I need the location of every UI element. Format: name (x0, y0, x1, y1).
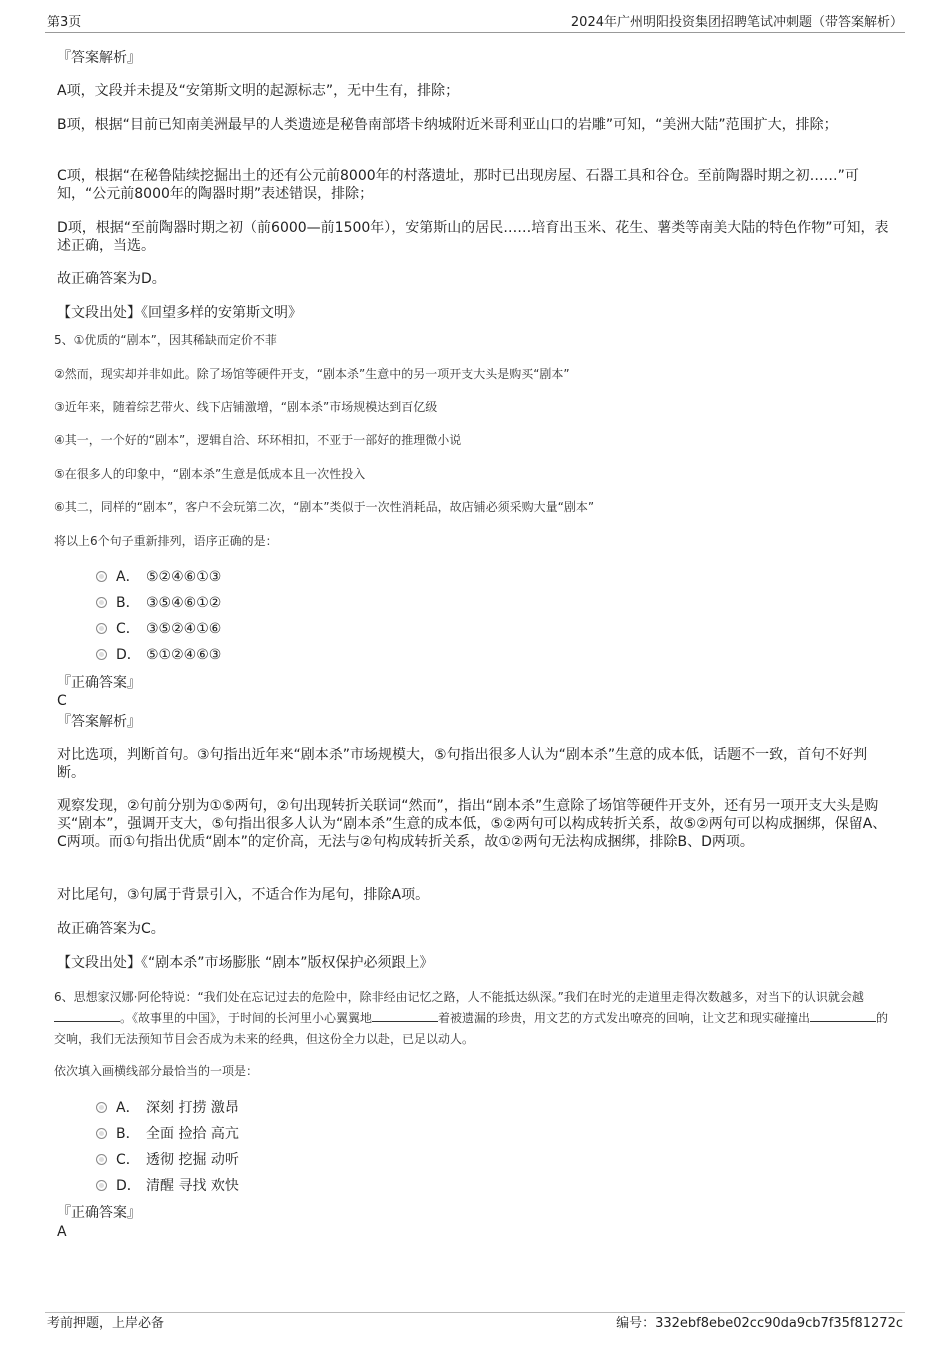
q5-option-c[interactable]: C． ③⑤②④①⑥ (96, 620, 221, 638)
q5-sentence-6: ⑥其二，同样的“剧本”，客户不会玩第二次，“剧本”类似于一次性消耗品，故店铺必须采购大量“剧本” (54, 500, 595, 514)
q5-sentence-1: 5、①优质的“剧本”，因其稀缺而定价不菲 (54, 333, 277, 347)
radio-icon[interactable] (96, 571, 107, 582)
document-title: 2024年广州明阳投资集团招聘笔试冲刺题（带答案解析） (570, 15, 903, 30)
page-number: 第3页 (47, 15, 82, 30)
q5-prompt: 将以上6个句子重新排列，语序正确的是： (54, 534, 278, 548)
radio-icon[interactable] (96, 597, 107, 608)
q4-analysis-d: D项，根据“至前陶器时期之初（前6000—前1500年），安第斯山的居民……培育出玉米、花生、薯类等南美大陆的特色作物”可知，表述正确，当选。 (57, 220, 889, 254)
q5-sentence-4: ④其一，一个好的“剧本”，逻辑自洽、环环相扣，不亚于一部好的推理微小说 (54, 433, 462, 447)
q5-option-a[interactable]: A． ⑤②④⑥①③ (96, 568, 221, 586)
q5-analysis-p3: 对比尾句，③句属于背景引入，不适合作为尾句，排除A项。 (57, 887, 430, 903)
q5-option-d[interactable]: D． ⑤①②④⑥③ (96, 646, 221, 664)
q6-answer-label: 『正确答案』 (57, 1205, 141, 1221)
q5-sentence-5: ⑤在很多人的印象中，“剧本杀”生意是低成本且一次性投入 (54, 467, 366, 481)
blank-2 (372, 1008, 438, 1022)
radio-icon[interactable] (96, 1154, 107, 1165)
q4-analysis-b: B项，根据“目前已知南美洲最早的人类遗迹是秘鲁南部塔卡纳城附近米哥利亚山口的岩雕”可知，“美洲大陆”范围扩大，排除； (57, 117, 838, 133)
page-header (45, 14, 905, 33)
page-footer (45, 1312, 905, 1334)
q5-option-b[interactable]: B． ③⑤④⑥①② (96, 594, 221, 612)
q6-option-c[interactable]: C． 透彻 挖掘 动听 (96, 1151, 239, 1169)
q4-conclusion: 故正确答案为D。 (57, 271, 166, 287)
q5-analysis-p1: 对比选项，判断首句。③句指出近年来“剧本杀”市场规模大，⑤句指出很多人认为“剧本杀”生意的成本低，话题不一致，首句不好判断。 (57, 747, 868, 781)
blank-1 (54, 1008, 120, 1022)
footer-slogan: 考前押题，上岸必备 (47, 1316, 165, 1331)
q6-question: 6、思想家汉娜·阿伦特说：“我们处在忘记过去的危险中，除非经由记忆之路，人不能抵达纵深。”我们在时光的走道里走得次数越多，对当下的认识就会越。《故事里的中国》，于时间的长河里小心翼翼地 着被遗漏的珍贵，用文艺的方式发出嘹亮的回响，让文艺和现实碰撞出 的交响，我们无法预知节目会否成为未来的经典，但这份全力以赴，已足以动人。 (54, 990, 889, 1046)
q5-conclusion: 故正确答案为C。 (57, 921, 165, 937)
q4-source: 【文段出处】《回望多样的安第斯文明》 (57, 305, 302, 321)
q6-prompt: 依次填入画横线部分最恰当的一项是： (54, 1064, 259, 1078)
q5-analysis-p2: 观察发现，②句前分别为①⑤两句，②句出现转折关联词“然而”，指出“剧本杀”生意除了场馆等硬件开支外，还有另一项开支大头是购买“剧本”，强调开支大，⑤句指出很多人认为“剧本杀”生意的成本低，⑤②两句可以构成转折关系，故⑤②两句可以构成捆绑，保留A、C两项。而①句指出优质“剧本”的定价高，无法与②句构成转折关系，故①②两句无法构成捆绑，排除B、D两项。 (57, 798, 887, 850)
document-id: 编号：332ebf8ebe02cc90da9cb7f35f81272c (616, 1316, 903, 1331)
radio-icon[interactable] (96, 649, 107, 660)
radio-icon[interactable] (96, 623, 107, 634)
q5-analysis-label: 『答案解析』 (57, 714, 141, 730)
q5-sentence-2: ②然而，现实却并非如此。除了场馆等硬件开支，“剧本杀”生意中的另一项开支大头是购买“剧本” (54, 367, 570, 381)
q6-answer: A (57, 1224, 67, 1240)
q4-analysis-a: A项，文段并未提及“安第斯文明的起源标志”，无中生有，排除； (57, 83, 460, 99)
q6-option-a[interactable]: A． 深刻 打捞 激昂 (96, 1099, 239, 1117)
q5-sentence-3: ③近年来，随着综艺带火、线下店铺激增，“剧本杀”市场规模达到百亿级 (54, 400, 438, 414)
radio-icon[interactable] (96, 1102, 107, 1113)
blank-3 (810, 1008, 876, 1022)
q4-analysis-label: 『答案解析』 (57, 50, 141, 66)
q6-option-b[interactable]: B． 全面 捡拾 高亢 (96, 1125, 239, 1143)
q4-analysis-c: C项，根据“在秘鲁陆续挖掘出土的还有公元前8000年的村落遗址，那时已出现房屋、石器工具和谷仓。至前陶器时期之初……”可知，“公元前8000年的陶器时期”表述错误，排除； (57, 168, 859, 202)
radio-icon[interactable] (96, 1180, 107, 1191)
q5-answer: C (57, 693, 67, 709)
q5-source: 【文段出处】《“剧本杀”市场膨胀 “剧本”版权保护必须跟上》 (57, 955, 434, 971)
q6-option-d[interactable]: D． 清醒 寻找 欢快 (96, 1177, 239, 1195)
q5-answer-label: 『正确答案』 (57, 675, 141, 691)
radio-icon[interactable] (96, 1128, 107, 1139)
